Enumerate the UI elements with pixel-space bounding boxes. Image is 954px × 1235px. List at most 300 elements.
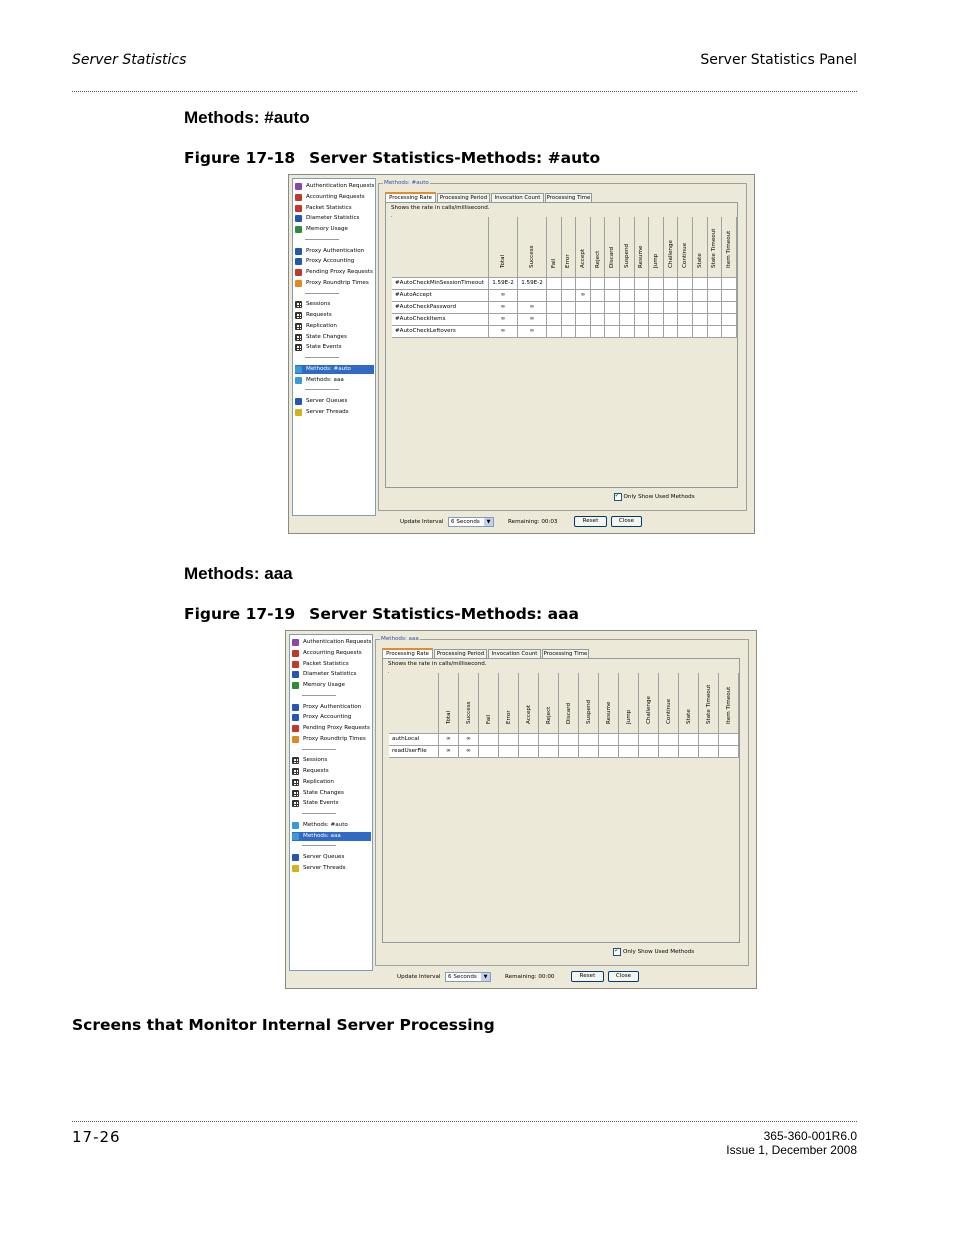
table-row-method-name[interactable]: #AutoCheckItems bbox=[392, 314, 489, 326]
table-cell bbox=[619, 746, 639, 758]
table-cell bbox=[547, 326, 562, 338]
table-cell bbox=[722, 290, 737, 302]
table-cell bbox=[620, 326, 635, 338]
table-cell bbox=[664, 302, 679, 314]
table-cell bbox=[664, 314, 679, 326]
proxy-icon bbox=[292, 704, 299, 711]
table-cell bbox=[699, 746, 719, 758]
nav-item-packet-statistics[interactable] bbox=[295, 204, 374, 213]
nav-item-label: Pending Proxy Requests bbox=[303, 725, 370, 732]
table-cell: ∞ bbox=[489, 290, 518, 302]
table-cell bbox=[708, 326, 723, 338]
nav-item-label: State Events bbox=[303, 800, 339, 807]
table-row-method-name[interactable]: #AutoCheckPassword bbox=[392, 302, 489, 314]
column-header-label: Error bbox=[505, 710, 512, 724]
memory-icon bbox=[295, 226, 302, 233]
column-header-label: Fail bbox=[485, 714, 492, 724]
nav-item-label: Requests bbox=[306, 312, 332, 318]
section-heading-methods-auto: Methods: #auto bbox=[184, 108, 310, 127]
column-header-label: Continue bbox=[665, 698, 672, 724]
table-cell bbox=[664, 290, 679, 302]
table-cell: ∞ bbox=[489, 314, 518, 326]
table-cell bbox=[679, 734, 699, 746]
page-number: 17-26 bbox=[72, 1128, 121, 1146]
column-header-continue[interactable] bbox=[678, 217, 693, 278]
nav-item-proxy-roundtrip-times[interactable] bbox=[292, 735, 371, 744]
nav-separator bbox=[302, 845, 336, 846]
column-header-success[interactable] bbox=[518, 217, 547, 278]
table-cell bbox=[559, 734, 579, 746]
methods-group bbox=[375, 636, 749, 966]
globe-icon bbox=[292, 833, 299, 840]
rate-description: Shows the rate in calls/millisecond. bbox=[391, 205, 490, 211]
nav-item-state-changes[interactable] bbox=[292, 789, 371, 798]
column-header-label: Reject bbox=[594, 250, 601, 268]
table-cell bbox=[547, 302, 562, 314]
table-cell bbox=[576, 314, 591, 326]
column-header-error[interactable] bbox=[499, 673, 519, 734]
table-cell bbox=[562, 290, 577, 302]
nav-item-replication[interactable] bbox=[295, 322, 374, 331]
table-cell bbox=[693, 314, 708, 326]
globe-icon bbox=[292, 822, 299, 829]
nav-item-replication[interactable] bbox=[292, 778, 371, 787]
tab-panel bbox=[385, 202, 738, 488]
table-cell bbox=[708, 278, 723, 290]
nav-item-state-events[interactable] bbox=[292, 799, 371, 808]
column-header-label: Jump bbox=[625, 709, 632, 724]
thread-icon bbox=[295, 409, 302, 416]
table-cell bbox=[699, 734, 719, 746]
column-header-state[interactable] bbox=[679, 673, 699, 734]
table-cell bbox=[649, 302, 664, 314]
nav-item-requests[interactable] bbox=[292, 767, 371, 776]
queue-icon bbox=[292, 854, 299, 861]
table-cell bbox=[479, 746, 499, 758]
group-title: Methods: aaa bbox=[381, 636, 419, 642]
table-icon bbox=[295, 334, 302, 341]
column-header-label: State bbox=[696, 253, 703, 268]
navigation-tree bbox=[289, 634, 373, 971]
table-cell bbox=[719, 734, 739, 746]
table-cell bbox=[605, 278, 620, 290]
nav-item-server-threads[interactable] bbox=[292, 864, 371, 873]
table-cell bbox=[562, 302, 577, 314]
footer-rule bbox=[72, 1121, 857, 1122]
column-header-accept[interactable] bbox=[519, 673, 539, 734]
table-cell bbox=[591, 326, 606, 338]
roundtrip-icon bbox=[292, 736, 299, 743]
column-header-challenge[interactable] bbox=[664, 217, 679, 278]
column-header-state-timeout[interactable] bbox=[699, 673, 719, 734]
checkbox-label: Only Show Used Methods bbox=[623, 494, 695, 500]
tab-invocation-count[interactable]: Invocation Count bbox=[488, 649, 541, 658]
column-header-reject[interactable] bbox=[591, 217, 606, 278]
table-cell bbox=[519, 746, 539, 758]
column-header-label: Error bbox=[565, 254, 572, 268]
column-header-label: Reject bbox=[545, 706, 552, 724]
accounting-icon bbox=[292, 650, 299, 657]
column-header-label: Resume bbox=[605, 701, 612, 724]
column-header-success[interactable] bbox=[459, 673, 479, 734]
nav-separator bbox=[305, 239, 339, 240]
column-header-label: State Timeout bbox=[705, 684, 712, 724]
nav-separator bbox=[305, 293, 339, 294]
column-header-label: Suspend bbox=[585, 699, 592, 724]
nav-item-proxy-authentication[interactable] bbox=[292, 703, 371, 712]
table-row-method-name[interactable]: #AutoCheckLeftovers bbox=[392, 326, 489, 338]
column-header-label: Challenge bbox=[645, 696, 652, 724]
table-cell bbox=[678, 278, 693, 290]
nav-item-state-changes[interactable] bbox=[295, 333, 374, 342]
column-header-jump[interactable] bbox=[649, 217, 664, 278]
column-header-label: Total bbox=[500, 254, 506, 268]
nav-item-server-queues[interactable] bbox=[292, 853, 371, 862]
nav-item-label: Methods: aaa bbox=[303, 832, 341, 839]
packet-icon bbox=[292, 661, 299, 668]
table-cell bbox=[605, 326, 620, 338]
table-cell bbox=[591, 278, 606, 290]
table-icon bbox=[295, 301, 302, 308]
table-cell bbox=[562, 314, 577, 326]
table-cell bbox=[620, 290, 635, 302]
nav-item-label: Packet Statistics bbox=[306, 204, 352, 211]
tab-processing-time[interactable]: Processing Time bbox=[543, 651, 588, 657]
nav-item-label: Methods: #auto bbox=[306, 365, 351, 372]
table-cell bbox=[639, 734, 659, 746]
update-interval-select[interactable] bbox=[448, 517, 494, 527]
table-cell: ∞ bbox=[576, 290, 591, 302]
column-header-accept[interactable] bbox=[576, 217, 591, 278]
table-icon bbox=[292, 779, 299, 786]
table-cell bbox=[678, 302, 693, 314]
table-cell bbox=[678, 290, 693, 302]
table-icon bbox=[295, 312, 302, 319]
thread-icon bbox=[292, 865, 299, 872]
table-icon bbox=[292, 800, 299, 807]
chevron-down-icon[interactable]: ▼ bbox=[484, 518, 493, 526]
table-cell bbox=[620, 314, 635, 326]
nav-item-accounting-requests[interactable] bbox=[295, 193, 374, 202]
nav-item-label: Proxy Authentication bbox=[306, 247, 365, 254]
column-header-suspend[interactable] bbox=[620, 217, 635, 278]
chevron-down-icon[interactable]: ▼ bbox=[481, 973, 490, 981]
remaining-time: Remaining: 00:03 bbox=[508, 519, 558, 525]
tab-invocation-count[interactable]: Invocation Count bbox=[491, 193, 544, 202]
figure-number: Figure 17-19 bbox=[184, 605, 296, 623]
table-cell bbox=[649, 290, 664, 302]
table-cell bbox=[499, 746, 519, 758]
nav-item-packet-statistics[interactable] bbox=[292, 660, 371, 669]
close-button[interactable]: Close bbox=[608, 971, 639, 982]
column-header-jump[interactable] bbox=[619, 673, 639, 734]
diameter-icon bbox=[292, 671, 299, 678]
nav-item-methods-aaa[interactable] bbox=[295, 376, 374, 385]
column-header-error[interactable] bbox=[562, 217, 577, 278]
table-cell bbox=[719, 746, 739, 758]
column-header-fail[interactable] bbox=[547, 217, 562, 278]
nav-item-label: Sessions bbox=[306, 301, 331, 308]
column-header-label: Suspend bbox=[623, 243, 630, 268]
nav-item-label: Packet Statistics bbox=[303, 660, 349, 667]
nav-item-pending-proxy-requests[interactable] bbox=[295, 268, 374, 277]
nav-item-label: State Changes bbox=[306, 333, 347, 340]
table-cell bbox=[678, 326, 693, 338]
table-cell bbox=[562, 278, 577, 290]
column-header-item-timeout[interactable] bbox=[722, 217, 737, 278]
table-cell bbox=[693, 278, 708, 290]
nav-item-accounting-requests[interactable] bbox=[292, 649, 371, 658]
authentication-icon bbox=[292, 639, 299, 646]
nav-item-methods-auto[interactable] bbox=[295, 365, 374, 374]
nav-item-label: Methods: aaa bbox=[306, 376, 344, 383]
nav-item-memory-usage[interactable] bbox=[292, 681, 371, 690]
nav-item-requests[interactable] bbox=[295, 311, 374, 320]
tab-processing-rate[interactable]: Processing Rate bbox=[382, 648, 433, 658]
column-header-resume[interactable] bbox=[599, 673, 619, 734]
table-cell bbox=[639, 746, 659, 758]
nav-item-proxy-roundtrip-times[interactable] bbox=[295, 279, 374, 288]
nav-item-label: Memory Usage bbox=[303, 682, 345, 689]
checkbox-checked-icon[interactable] bbox=[614, 493, 622, 501]
nav-item-label: Accounting Requests bbox=[306, 193, 365, 200]
nav-item-state-events[interactable] bbox=[295, 343, 374, 352]
table-cell bbox=[599, 746, 619, 758]
nav-item-server-queues[interactable] bbox=[295, 397, 374, 406]
table-row-method-name[interactable]: #AutoCheckMinSessionTimeout bbox=[392, 278, 489, 290]
table-header-corner bbox=[392, 217, 489, 278]
table-cell bbox=[708, 314, 723, 326]
nav-item-label: Server Queues bbox=[306, 397, 348, 404]
table-icon bbox=[292, 790, 299, 797]
nav-item-authentication-requests[interactable] bbox=[292, 638, 371, 647]
table-cell bbox=[619, 734, 639, 746]
table-cell: ∞ bbox=[489, 326, 518, 338]
nav-item-label: Server Threads bbox=[306, 408, 349, 415]
column-header-discard[interactable] bbox=[605, 217, 620, 278]
column-header-suspend[interactable] bbox=[579, 673, 599, 734]
table-cell: ∞ bbox=[439, 734, 459, 746]
nav-item-sessions[interactable] bbox=[292, 756, 371, 765]
update-interval-select[interactable] bbox=[445, 972, 491, 982]
column-header-item-timeout[interactable] bbox=[719, 673, 739, 734]
table-cell bbox=[722, 314, 737, 326]
column-header-state[interactable] bbox=[693, 217, 708, 278]
column-header-discard[interactable] bbox=[559, 673, 579, 734]
column-header-continue[interactable] bbox=[659, 673, 679, 734]
nav-item-server-threads[interactable] bbox=[295, 408, 374, 417]
table-cell bbox=[664, 326, 679, 338]
table-cell: 1.59E-2 bbox=[518, 278, 547, 290]
nav-item-label: Proxy Accounting bbox=[306, 258, 355, 265]
nav-item-label: Proxy Roundtrip Times bbox=[306, 279, 369, 286]
nav-item-label: Server Threads bbox=[303, 864, 346, 871]
table-icon bbox=[292, 768, 299, 775]
nav-item-memory-usage[interactable] bbox=[295, 225, 374, 234]
table-icon bbox=[295, 344, 302, 351]
figure-title: Server Statistics-Methods: #auto bbox=[309, 149, 601, 167]
table-cell bbox=[539, 734, 559, 746]
table-cell bbox=[479, 734, 499, 746]
table-row-method-name[interactable]: readUserFile bbox=[389, 746, 439, 758]
column-header-label: Jump bbox=[652, 253, 659, 268]
table-cell bbox=[659, 734, 679, 746]
column-header-label: Item Timeout bbox=[725, 230, 732, 268]
table-cell: ∞ bbox=[459, 734, 479, 746]
nav-separator bbox=[302, 813, 336, 814]
document-number: 365-360-001R6.0 bbox=[763, 1129, 857, 1143]
table-cell: 1.59E-2 bbox=[489, 278, 518, 290]
update-interval-value: 6 Seconds bbox=[451, 519, 480, 525]
running-header-right: Server Statistics Panel bbox=[700, 52, 857, 68]
tab-processing-period[interactable]: Processing Period bbox=[434, 649, 487, 658]
proxy-icon bbox=[292, 714, 299, 721]
table-cell bbox=[562, 326, 577, 338]
nav-item-label: Replication bbox=[303, 778, 334, 785]
column-header-label: Continue bbox=[682, 242, 689, 268]
column-header-resume[interactable] bbox=[635, 217, 650, 278]
figure-title: Server Statistics-Methods: aaa bbox=[309, 605, 580, 623]
document-id bbox=[726, 1129, 857, 1157]
methods-table bbox=[388, 672, 732, 754]
only-show-used-methods-checkbox[interactable] bbox=[613, 948, 694, 956]
table-cell bbox=[722, 326, 737, 338]
reset-button[interactable]: Reset bbox=[574, 516, 607, 527]
tab-processing-time[interactable]: Processing Time bbox=[546, 195, 591, 201]
nav-item-label: State Events bbox=[306, 344, 342, 351]
table-cell bbox=[539, 746, 559, 758]
table-cell bbox=[693, 326, 708, 338]
nav-separator bbox=[305, 357, 339, 358]
table-cell bbox=[708, 302, 723, 314]
column-header-reject[interactable] bbox=[539, 673, 559, 734]
nav-item-label: Accounting Requests bbox=[303, 649, 362, 656]
column-header-label: Success bbox=[465, 701, 472, 724]
nav-item-proxy-accounting[interactable] bbox=[292, 713, 371, 722]
column-header-label: State Timeout bbox=[711, 228, 718, 268]
running-header-left: Server Statistics bbox=[72, 52, 187, 68]
table-cell bbox=[499, 734, 519, 746]
accounting-icon bbox=[295, 194, 302, 201]
group-title: Methods: #auto bbox=[384, 180, 429, 186]
nav-item-diameter-statistics[interactable] bbox=[292, 670, 371, 679]
table-cell bbox=[579, 734, 599, 746]
table-header-corner bbox=[389, 673, 439, 734]
nav-item-label: Proxy Authentication bbox=[303, 703, 362, 710]
column-header-label: Success bbox=[529, 245, 535, 268]
table-cell bbox=[649, 278, 664, 290]
nav-item-diameter-statistics[interactable] bbox=[295, 214, 374, 223]
nav-item-pending-proxy-requests[interactable] bbox=[292, 724, 371, 733]
table-cell bbox=[722, 302, 737, 314]
pending-icon bbox=[292, 725, 299, 732]
table-cell bbox=[649, 314, 664, 326]
nav-item-label: Server Queues bbox=[303, 853, 345, 860]
proxy-icon bbox=[295, 258, 302, 265]
authentication-icon bbox=[295, 183, 302, 190]
globe-icon bbox=[295, 366, 302, 373]
table-cell bbox=[635, 314, 650, 326]
update-interval-label: Update Interval bbox=[400, 519, 444, 525]
column-header-challenge[interactable] bbox=[639, 673, 659, 734]
figure-caption-17-18 bbox=[184, 149, 600, 167]
queue-icon bbox=[295, 398, 302, 405]
table-cell bbox=[591, 314, 606, 326]
roundtrip-icon bbox=[295, 280, 302, 287]
update-interval-label: Update Interval bbox=[397, 974, 441, 980]
checkbox-checked-icon[interactable] bbox=[613, 948, 621, 956]
nav-item-methods-aaa[interactable] bbox=[292, 832, 371, 841]
nav-item-authentication-requests[interactable] bbox=[295, 182, 374, 191]
table-cell bbox=[518, 290, 547, 302]
diameter-icon bbox=[295, 215, 302, 222]
column-header-label: State bbox=[685, 709, 692, 724]
tab-panel bbox=[382, 658, 740, 943]
column-header-label: Challenge bbox=[667, 240, 674, 268]
table-cell: ∞ bbox=[518, 314, 547, 326]
nav-separator bbox=[302, 749, 336, 750]
table-cell bbox=[576, 278, 591, 290]
header-rule bbox=[72, 91, 857, 92]
nav-item-label: Methods: #auto bbox=[303, 821, 348, 828]
update-interval-value: 6 Seconds bbox=[448, 974, 477, 980]
tab-processing-period[interactable]: Processing Period bbox=[437, 193, 490, 202]
nav-item-label: Sessions bbox=[303, 757, 328, 764]
table-cell bbox=[599, 734, 619, 746]
table-cell bbox=[591, 290, 606, 302]
table-cell bbox=[635, 302, 650, 314]
table-row-method-name[interactable]: authLocal bbox=[389, 734, 439, 746]
only-show-used-methods-checkbox[interactable] bbox=[614, 493, 695, 501]
nav-item-label: Pending Proxy Requests bbox=[306, 269, 373, 276]
close-button[interactable]: Close bbox=[611, 516, 642, 527]
nav-item-label: Proxy Roundtrip Times bbox=[303, 735, 366, 742]
navigation-tree bbox=[292, 178, 376, 516]
column-header-fail[interactable] bbox=[479, 673, 499, 734]
nav-item-label: Diameter Statistics bbox=[303, 671, 357, 678]
tab-processing-rate[interactable]: Processing Rate bbox=[385, 192, 436, 202]
table-cell bbox=[649, 326, 664, 338]
rate-description: Shows the rate in calls/millisecond. bbox=[388, 661, 487, 667]
table-cell bbox=[635, 326, 650, 338]
table-icon bbox=[295, 323, 302, 330]
figure-caption-17-19 bbox=[184, 605, 579, 623]
table-cell bbox=[547, 278, 562, 290]
nav-separator bbox=[302, 695, 336, 696]
memory-icon bbox=[292, 682, 299, 689]
column-header-state-timeout[interactable] bbox=[708, 217, 723, 278]
nav-item-methods-auto[interactable] bbox=[292, 821, 371, 830]
nav-item-label: Memory Usage bbox=[306, 226, 348, 233]
nav-item-label: Authentication Requests bbox=[306, 183, 374, 189]
column-header-total[interactable] bbox=[439, 673, 459, 734]
section-heading-internal-processing: Screens that Monitor Internal Server Processing bbox=[72, 1016, 495, 1034]
nav-item-proxy-accounting[interactable] bbox=[295, 257, 374, 266]
table-cell bbox=[576, 326, 591, 338]
nav-separator bbox=[305, 389, 339, 390]
table-cell bbox=[708, 290, 723, 302]
column-header-label: Discard bbox=[565, 702, 572, 724]
reset-button[interactable]: Reset bbox=[571, 971, 604, 982]
nav-item-proxy-authentication[interactable] bbox=[295, 247, 374, 256]
table-cell bbox=[620, 302, 635, 314]
column-header-total[interactable] bbox=[489, 217, 518, 278]
nav-item-label: State Changes bbox=[303, 789, 344, 796]
table-icon bbox=[292, 757, 299, 764]
server-statistics-window-aaa bbox=[285, 630, 757, 989]
nav-item-sessions[interactable] bbox=[295, 300, 374, 309]
table-row-method-name[interactable]: #AutoAccept bbox=[392, 290, 489, 302]
